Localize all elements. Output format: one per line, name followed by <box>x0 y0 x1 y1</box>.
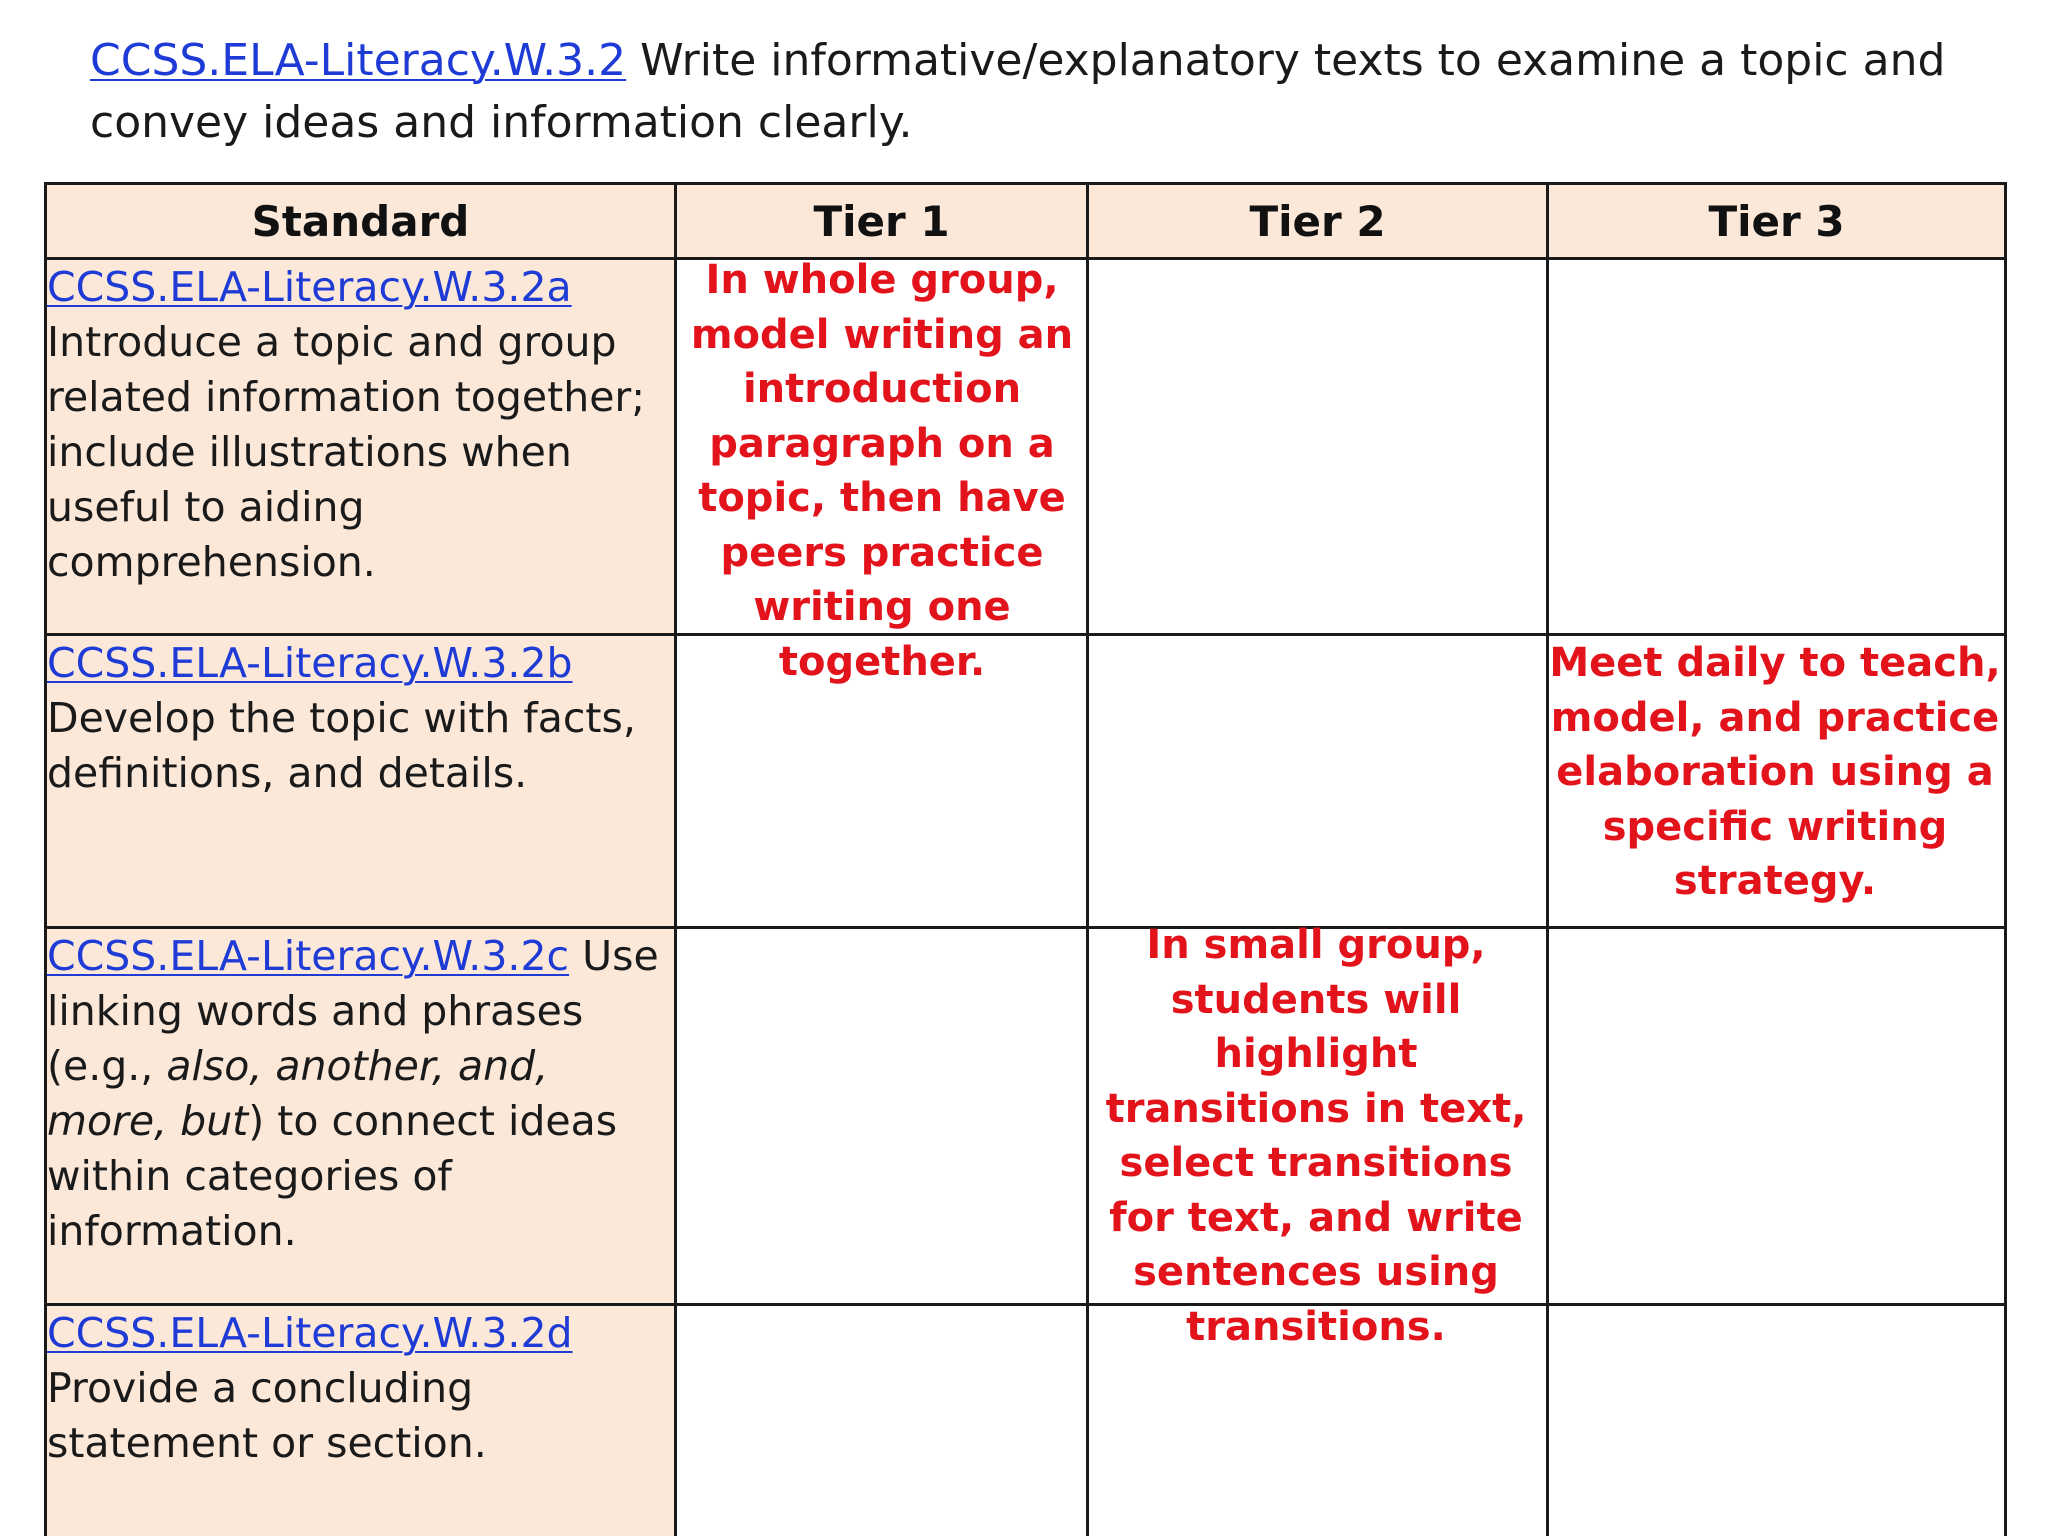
standard-link-w32a[interactable]: CCSS.ELA-Literacy.W.3.2a <box>47 263 572 311</box>
table-row <box>46 928 2006 1305</box>
header-tier2: Tier 2 <box>1088 184 1548 259</box>
tier1-cell <box>676 928 1088 1305</box>
standard-text-2b: Develop the topic with facts, definitions, and details. <box>47 694 636 797</box>
standard-cell-2a <box>46 259 676 635</box>
header-tier1: Tier 1 <box>676 184 1088 259</box>
header-tier3: Tier 3 <box>1548 184 2006 259</box>
standard-link-w32[interactable]: CCSS.ELA-Literacy.W.3.2 <box>90 35 627 86</box>
tier2-cell <box>1088 259 1548 635</box>
standard-text-2a: Introduce a topic and group related information together; include illustrations when useful to aiding comprehension. <box>47 318 646 586</box>
standard-cell-2b <box>46 635 676 928</box>
standard-link-w32c[interactable]: CCSS.ELA-Literacy.W.3.2c <box>47 932 570 980</box>
tier3-cell <box>1548 928 2006 1305</box>
standard-text-2c-before: Use linking words and phrases (e.g., <box>47 932 659 1090</box>
standard-heading-text: Write informative/explanatory texts to examine a topic and convey ideas and information clearly. <box>90 35 1946 148</box>
header-standard: Standard <box>46 184 676 259</box>
tier3-cell <box>1548 1305 2006 1536</box>
tier3-annotation: Meet daily to teach, model, and practice elaboration using a specific writing strategy. <box>1549 640 2001 904</box>
tier1-cell <box>676 1305 1088 1536</box>
standard-text-2c-after: ) to connect ideas within categories of information. <box>47 1097 618 1255</box>
standard-text-2d: Provide a concluding statement or section. <box>47 1364 487 1467</box>
standard-cell-2c <box>46 928 676 1305</box>
standard-heading <box>90 30 1990 154</box>
tier1-annotation: In whole group, model writing an introduction paragraph on a topic, then have peers practice writing one together. <box>690 257 1074 685</box>
table-header-row <box>46 184 2006 259</box>
standard-cell-2d <box>46 1305 676 1536</box>
linking-word-examples: also, another, and, more, but <box>47 1042 549 1145</box>
tier2-annotation: In small group, students will highlight transitions in text, select transitions for text, and write sentences using transitions. <box>1105 922 1527 1350</box>
standard-link-w32b[interactable]: CCSS.ELA-Literacy.W.3.2b <box>47 639 573 687</box>
standard-link-w32d[interactable]: CCSS.ELA-Literacy.W.3.2d <box>47 1309 573 1357</box>
tier3-cell <box>1548 259 2006 635</box>
tier2-cell <box>1088 635 1548 928</box>
table-row <box>46 1305 2006 1536</box>
